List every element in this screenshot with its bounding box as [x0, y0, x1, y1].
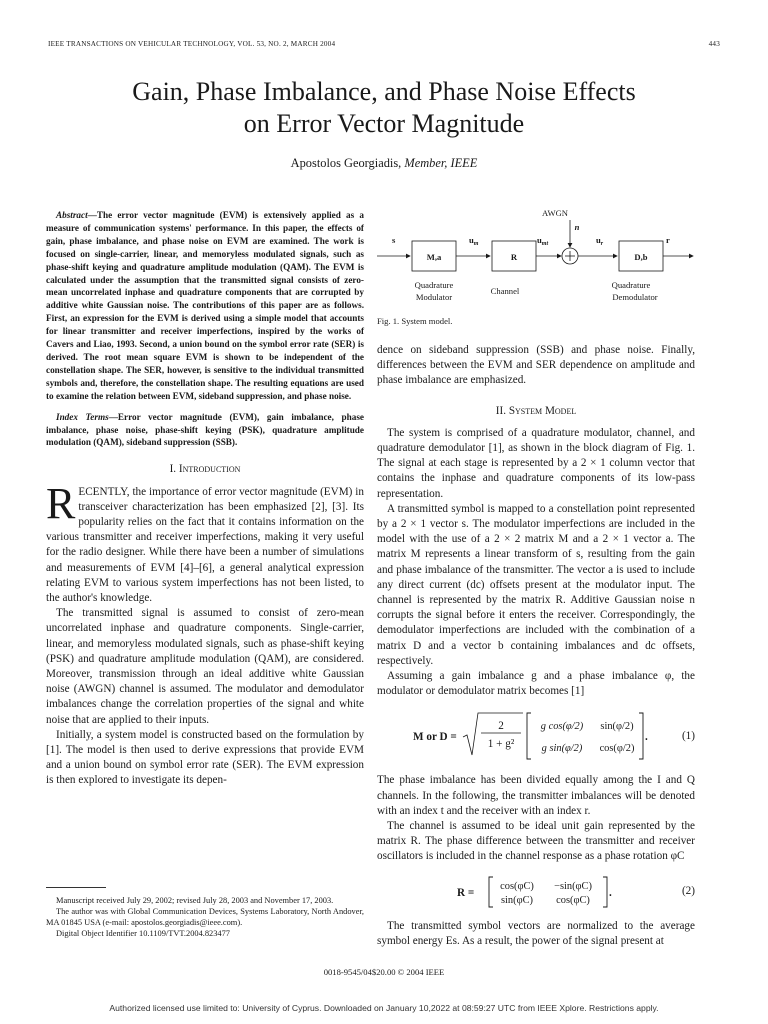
page-number: 443 [708, 40, 720, 48]
system-model-diagram [377, 206, 695, 331]
demodulator-block-label: D,b [634, 252, 648, 262]
eq2-b: −sin(φC) [554, 880, 592, 892]
eq2-c: sin(φC) [501, 894, 533, 906]
author-membership: Member, IEEE [404, 156, 478, 170]
paper-title [0, 76, 768, 140]
noise-label: n [574, 222, 580, 232]
abstract-lead: Abstract [56, 210, 88, 220]
equation-2 [377, 873, 695, 911]
intro-paragraph-1-text: ECENTLY, the importance of error vector magnitude (EVM) in transceiver characterization has been emphasized [2], [3]. Its popularity relies on the fact that it contains information on the various transmitter and receiver imperfections, making it very useful for the radio designer. While there have been a number of simulations and measurements of EVM [4]–[6], a general analytical expression relating EVM to various system imperfections has not been listed, to the author's knowledge. [46, 485, 364, 604]
author-line [0, 156, 768, 171]
u-mt-label: $u_{mt}$ [537, 235, 549, 247]
equation-2-math [377, 873, 627, 911]
abstract-text: —The error vector magnitude (EVM) is extensively applied as a measure of communication systems' performance. In this paper, the effects of gain, phase imbalance, and phase noise on EVM are examined. The work is focused on single-carrier, linear, and memoryless modulated signals, such as phase-shift keying and quadrature amplitude modulation (QAM). The EVM is calculated under the assumption that the transmitted signal consists of zero-mean uncorrelated inphase and quadrature components that are corrupted by additive white Gaussian noise. The contributions of this paper are as follows. First, an expression for the EVM is derived using a simple model that accounts for linear transmitter and receiver imperfections, inspired by the works of Cavers and Liao, 1993. Second, a union bound on the symbol error rate (SER) is derived. The root mean square EVM is shown to be independent of the constellation shape. The SER, however, is sensitive to the individual transmitted symbols and, therefore, the constellation shape. The resulting equations are used to examine the relation between EVM, sideband suppression, and phase noise. [46, 210, 364, 401]
right-continuation: dence on sideband suppression (SSB) and phase noise. Finally, differences between the EVM and SER dependence on amplitude and phase imbalance are emphasized. [377, 344, 695, 387]
eq1-denominator: 1 + g² [487, 738, 515, 751]
equation-1-number: (1) [681, 729, 695, 742]
abstract [46, 209, 364, 403]
title-line-1: Gain, Phase Imbalance, and Phase Noise Effects [132, 77, 636, 106]
equation-1 [377, 707, 695, 765]
eq1-a: g cos(φ/2) [540, 721, 584, 733]
journal-name: IEEE TRANSACTIONS ON VEHICULAR TECHNOLOGY, VOL. 53, NO. 2, MARCH 2004 [48, 40, 336, 48]
system-paragraph-5: The channel is assumed to be ideal unit gain represented by the matrix R. The phase difference between the transmitter and receiver oscillators is included in the channel response as a phase rotation φC [377, 820, 695, 863]
figure-caption: Fig. 1. System model. [377, 316, 453, 326]
author-name: Apostolos Georgiadis, [290, 156, 402, 170]
left-column [46, 209, 364, 789]
equation-2-number: (2) [681, 885, 695, 898]
index-terms-text: —Error vector magnitude (EVM), gain imbalance, phase imbalance, phase noise, phase-shift keying (PSK), quadrature amplitude modulation (QAM), sideband suppression (SSB). [46, 411, 364, 448]
index-terms-lead: Index Terms [56, 411, 109, 422]
system-paragraph-4: The phase imbalance has been divided equally among the I and Q channels. In the following, the transmitter imbalances will be denoted with an index t and the receiver with an index r. [377, 774, 695, 817]
eq1-lhs: M or D = [413, 731, 457, 744]
right-column [377, 343, 695, 949]
demodulator-caption-2: Demodulator [612, 292, 658, 302]
eq1-b: sin(φ/2) [600, 721, 634, 733]
footnote [46, 895, 364, 939]
input-s-label: s [392, 235, 396, 245]
running-header [48, 40, 720, 52]
modulator-caption-1: Quadrature [414, 280, 454, 290]
title-line-2: on Error Vector Magnitude [243, 109, 525, 138]
footnote-rule [46, 887, 106, 888]
u-m-label: $u_m$ [469, 235, 479, 247]
eq1-c: g sin(φ/2) [541, 743, 583, 755]
awgn-label: AWGN [541, 208, 569, 218]
demodulator-caption-1: Quadrature [611, 280, 651, 290]
system-paragraph-3: Assuming a gain imbalance g and a phase imbalance φ, the modulator or demodulator matrix becomes [1] [377, 670, 695, 698]
eq1-numerator: 2 [498, 720, 504, 733]
output-r-label: r [666, 235, 670, 245]
svg-text:.: . [609, 886, 612, 899]
intro-paragraph-3: Initially, a system model is constructed based on the formulation by [1]. The model is then used to derive expressions that provide EVM and a union bound on symbol error rate (SER). The EVM expression is then explored to investigate its depen- [46, 728, 364, 787]
system-paragraph-6: The transmitted symbol vectors are normalized to the average symbol energy Es. As a result, the power of the signal present at [377, 919, 695, 947]
section-heading-introduction [46, 462, 364, 477]
system-paragraph-1: The system is comprised of a quadrature modulator, channel, and quadrature demodulator [1], as shown in the block diagram of Fig. 1. The signal at each stage is represented by a 2 × 1 column vector that contains the inphase and quadrature components of its low-pass representation. [377, 426, 695, 500]
section-title-2: System Model [508, 404, 577, 417]
footnote-doi: Digital Object Identifier 10.1109/TVT.2004.823477 [56, 929, 230, 938]
eq2-lhs: R = [457, 886, 475, 899]
intro-paragraph-1 [46, 478, 364, 607]
section-heading-system-model [377, 404, 695, 419]
index-terms [46, 411, 364, 450]
drop-cap: R [46, 478, 76, 528]
license-notice: Authorized licensed use limited to: University of Cyprus. Downloaded on January 10,2022 at 08:59:27 UTC from IEEE Xplore. Restrictions apply. [109, 1003, 659, 1013]
modulator-caption-2: Modulator [415, 292, 453, 302]
intro-paragraph-2: The transmitted signal is assumed to consist of zero-mean uncorrelated inphase and quadrature components. Single-carrier, linear, and memoryless modulated signals, such as phase-shift keying (PSK) and quadrature amplitude modulation (QAM), are considered. Moreover, transmission through an ideal additive white Gaussian noise (AWGN) channel is assumed. The modulator and demodulator imbalances change the correlation properties of the signal and white noise that are applied to their inputs. [46, 607, 364, 726]
channel-block-label: R [510, 252, 518, 262]
eq2-d: cos(φC) [556, 894, 590, 906]
eq2-a: cos(φC) [500, 880, 534, 892]
eq1-d: cos(φ/2) [599, 743, 635, 755]
section-title: Introduction [178, 463, 241, 476]
modulator-block-label: M,a [426, 252, 442, 262]
equation-1-math [377, 707, 647, 765]
system-paragraph-2: A transmitted symbol is mapped to a constellation point represented by a 2 × 1 vector s. The modulator imperfections are included in the model with the use of a 2 × 2 matrix M and a 2 × 1 vector a. The matrix M represents a linear transform of s, resulting from the gain and phase imbalance of the transmitter. The vector a is used to include any direct current (dc) offsets present at the modulator input. The channel is represented by the matrix R. Additive Gaussian noise n corrupts the signal before it enters the receiver. Correspondingly, the demodulator imperfections are included with the combination of a matrix D and a vector b containing imbalances and dc offsets, respectively. [377, 502, 695, 667]
section-numeral: I. [169, 463, 179, 476]
svg-text:.: . [645, 731, 648, 744]
section-numeral-2: II. [495, 404, 509, 417]
u-r-label: $u_r$ [596, 235, 604, 247]
footnote-author: The author was with Global Communication Devices, Systems Laboratory, North Andover, MA 01845 USA (e-mail: apostolos.georgiadis@ieee.com). [46, 907, 364, 927]
copyright-line: 0018-9545/04$20.00 © 2004 IEEE [323, 967, 445, 977]
channel-caption: Channel [490, 286, 520, 296]
footnote-manuscript: Manuscript received July 29, 2002; revised July 28, 2003 and November 17, 2003. [56, 896, 334, 905]
